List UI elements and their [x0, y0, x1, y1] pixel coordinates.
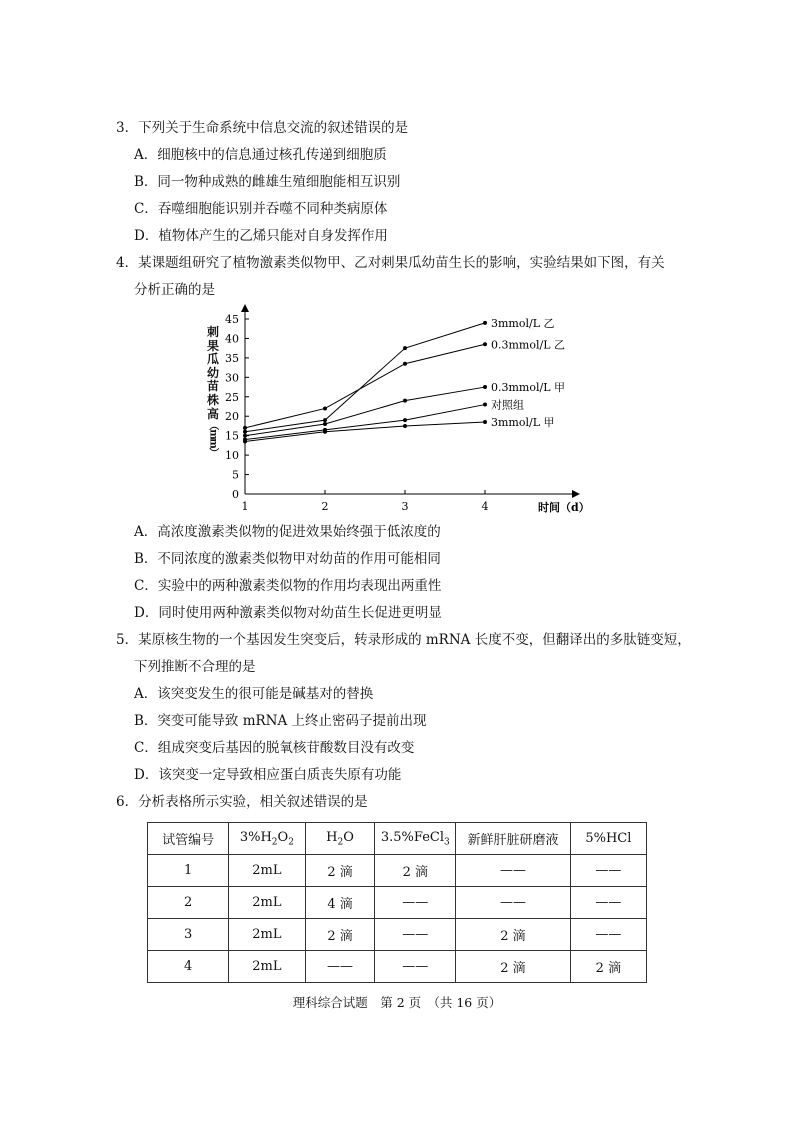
- table-cell: 3: [148, 919, 229, 951]
- data-point: [323, 422, 327, 426]
- growth-line-chart: [196, 304, 616, 520]
- table-header-cell: 新鲜肝脏研磨液: [456, 823, 571, 855]
- q3-stem: 3．下列关于生命系统中信息交流的叙述错误的是: [116, 120, 409, 136]
- data-point: [323, 418, 327, 422]
- page-footer: 理科综合试题 第 2 页 （共 16 页）: [292, 995, 502, 1010]
- table-cell: ——: [305, 951, 375, 983]
- table-header-cell: 3.5%FeCl$_3$: [375, 823, 456, 855]
- y-tick-label: 0: [232, 488, 239, 501]
- y-tick-label: 20: [225, 410, 239, 424]
- table-cell: 2mL: [229, 855, 305, 887]
- series-line: [245, 405, 485, 440]
- y-tick-label: 40: [225, 332, 239, 346]
- table-header-cell: $3\%H_2O_2$: [229, 823, 305, 855]
- table-cell: 2mL: [229, 887, 305, 919]
- q3-option-d: D．植物体产生的乙烯只能对自身发挥作用: [134, 228, 388, 244]
- q4-stem-line1: 4．某课题组研究了植物激素类似物甲、乙对刺果瓜幼苗生长的影响，实验结果如下图，有关: [116, 255, 665, 271]
- series-label: 3mmol/L 乙: [491, 316, 555, 330]
- q5-stem-line1: 5．某原核生物的一个基因发生突变后，转录形成的 mRNA 长度不变，但翻译出的多肽链变短，: [116, 632, 691, 648]
- table-cell: ——: [570, 919, 646, 951]
- x-axis-label: 时间（d）: [538, 501, 590, 514]
- data-point: [403, 399, 407, 403]
- chart-y-axis-label: 刺 果 瓜 幼 苗 株 高 （ m m ）: [206, 325, 219, 458]
- series-line: [245, 344, 485, 428]
- q6-stem: 6．分析表格所示实验，相关叙述错误的是: [116, 794, 368, 810]
- y-axis-arrow: [241, 304, 249, 312]
- data-point: [243, 440, 247, 444]
- data-point: [483, 420, 487, 424]
- x-axis-arrow: [572, 490, 580, 498]
- table-row: [148, 919, 647, 951]
- table-cell: ——: [375, 919, 456, 951]
- table-header-row: [148, 823, 647, 855]
- series-label: 0.3mmol/L 乙: [491, 338, 566, 352]
- table-cell: 2 滴: [305, 855, 375, 887]
- table-cell: 2 滴: [456, 919, 571, 951]
- data-point: [403, 362, 407, 366]
- series-label: 对照组: [491, 398, 524, 412]
- table-row: [148, 887, 647, 919]
- table-cell: 2mL: [229, 951, 305, 983]
- y-tick-label: 15: [225, 429, 239, 443]
- series-label: 3mmol/L 甲: [491, 416, 555, 430]
- table-cell: 1: [148, 855, 229, 887]
- series-label: 0.3mmol/L 甲: [491, 381, 566, 395]
- series-line: [245, 323, 485, 432]
- table-cell: 2 滴: [305, 919, 375, 951]
- y-tick-label: 5: [232, 468, 239, 482]
- q5-option-d: D．该突变一定导致相应蛋白质丧失原有功能: [134, 767, 402, 783]
- data-point: [483, 403, 487, 407]
- table-cell: ——: [570, 855, 646, 887]
- data-point: [323, 430, 327, 434]
- q5-stem-line2: 下列推断不合理的是: [134, 659, 256, 675]
- data-point: [483, 342, 487, 346]
- q5-option-b: B．突变可能导致 mRNA 上终止密码子提前出现: [134, 713, 427, 729]
- table-cell: ——: [570, 887, 646, 919]
- data-point: [243, 434, 247, 438]
- y-tick-label: 25: [225, 390, 239, 404]
- table-cell: 2 滴: [456, 951, 571, 983]
- table-row: [148, 951, 647, 983]
- table-cell: 4: [148, 951, 229, 983]
- table-cell: 4 滴: [305, 887, 375, 919]
- q4-option-c: C．实验中的两种激素类似物的作用均表现出两重性: [134, 578, 442, 594]
- data-point: [243, 430, 247, 434]
- q3-option-a: A．细胞核中的信息通过核孔传递到细胞质: [134, 147, 387, 163]
- y-tick-label: 45: [225, 313, 239, 326]
- y-tick-label: 30: [225, 371, 239, 385]
- data-point: [483, 321, 487, 325]
- table-cell: 2 滴: [375, 855, 456, 887]
- x-tick-label: 3: [401, 500, 409, 513]
- q5-option-a: A．该突变发生的很可能是碱基对的替换: [134, 686, 374, 702]
- table-header-cell: 5%HCl: [570, 823, 646, 855]
- table-header-cell: $H_2O$: [305, 823, 375, 855]
- q4-option-a: A．高浓度激素类似物的促进效果始终强于低浓度的: [134, 524, 441, 540]
- q4-stem-line2: 分析正确的是: [134, 282, 215, 298]
- table-cell: ——: [375, 887, 456, 919]
- experiment-table: [147, 822, 647, 983]
- table-cell: ——: [456, 887, 571, 919]
- table-cell: 2 滴: [570, 951, 646, 983]
- data-point: [243, 426, 247, 430]
- q4-option-b: B．不同浓度的激素类似物甲对幼苗的作用可能相同: [134, 551, 441, 567]
- x-tick-label: 4: [481, 500, 489, 513]
- table-cell: 2: [148, 887, 229, 919]
- table-row: [148, 855, 647, 887]
- data-point: [483, 385, 487, 389]
- table-cell: 2mL: [229, 919, 305, 951]
- table-cell: ——: [456, 855, 571, 887]
- table-cell: ——: [375, 951, 456, 983]
- q5-option-c: C．组成突变后基因的脱氧核苷酸数目没有改变: [134, 740, 415, 756]
- y-tick-label: 35: [225, 351, 239, 365]
- data-point: [403, 424, 407, 428]
- q3-option-b: B．同一物种成熟的雌雄生殖细胞能相互识别: [134, 174, 401, 190]
- data-point: [403, 418, 407, 422]
- data-point: [323, 406, 327, 410]
- data-point: [403, 346, 407, 350]
- q4-option-d: D．同时使用两种激素类似物对幼苗生长促进更明显: [134, 605, 442, 621]
- q3-option-c: C．吞噬细胞能识别并吞噬不同种类病原体: [134, 201, 388, 217]
- x-tick-label: 2: [321, 500, 329, 513]
- y-tick-label: 10: [225, 449, 239, 463]
- x-tick-label: 1: [241, 500, 249, 513]
- table-header-cell: 试管编号: [148, 823, 229, 855]
